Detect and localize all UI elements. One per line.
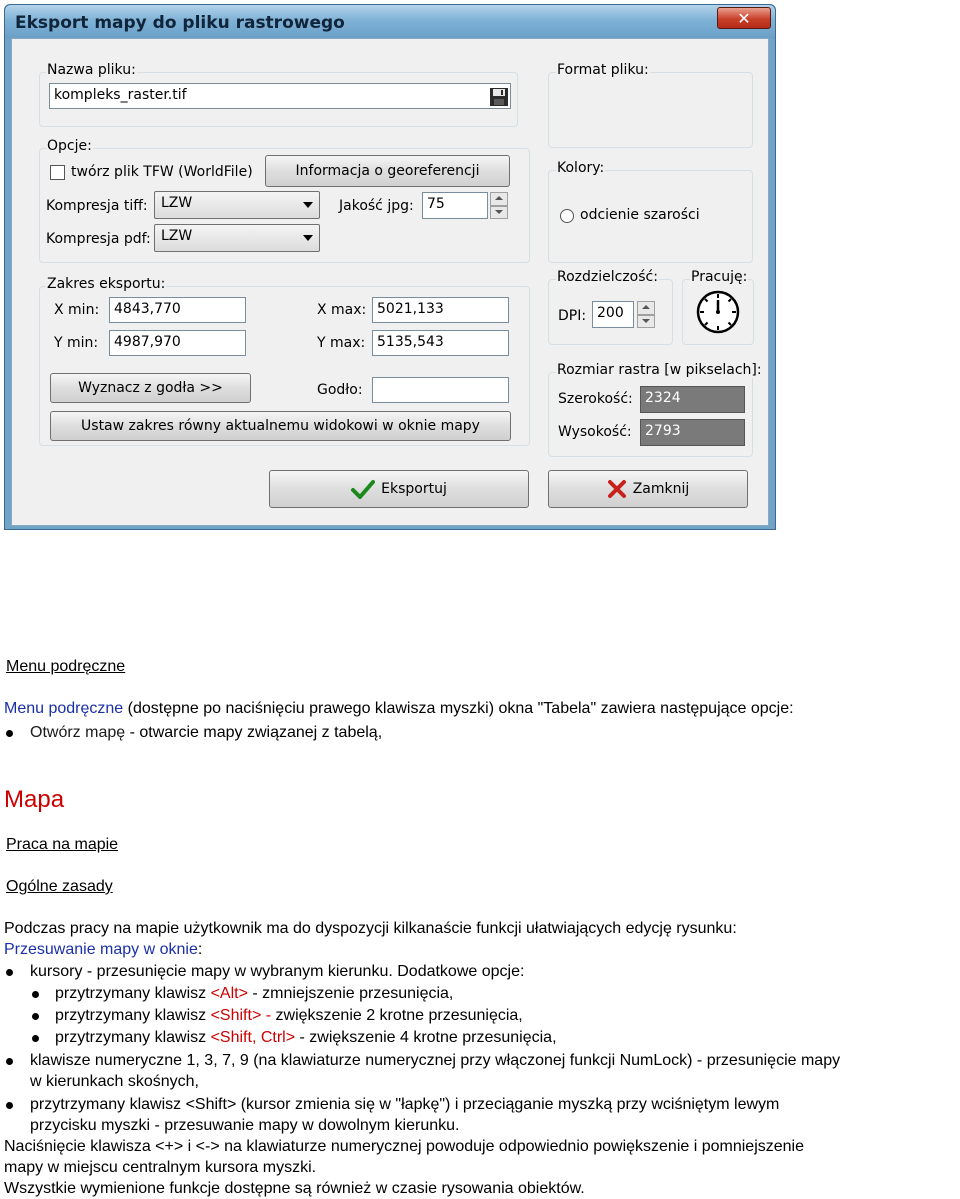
file-format-legend: Format pliku: (557, 62, 649, 78)
chevron-down-icon (303, 235, 313, 241)
list-item-drag-line1: przytrzymany klawisz <Shift> (kursor zmienia się w "łapkę") i przeciąganie myszką przy wciśniętym lewym (30, 1096, 780, 1113)
tiff-compression-value: LZW (161, 195, 193, 211)
dialog-title: Eksport mapy do pliku rastrowego (15, 13, 345, 33)
from-emblem-button[interactable]: Wyznacz z godła >> (50, 373, 251, 403)
raster-size-legend: Rozmiar rastra [w pikselach]: (557, 362, 762, 378)
resolution-legend: Rozdzielczość: (557, 269, 658, 285)
move-map-heading: Przesuwanie mapy w oknie (4, 941, 198, 958)
context-menu-text: (dostępne po naciśnięciu prawego klawisza myszki) okna "Tabela" zawiera następujące opcje: (123, 700, 794, 717)
clock-icon (695, 289, 741, 335)
options-legend: Opcje: (47, 138, 92, 154)
list-item-numeric-keys-line2: w kierunkach skośnych, (30, 1073, 199, 1090)
shift-ctrl-key: <Shift, Ctrl> (210, 1029, 296, 1046)
ymin-label: Y min: (54, 335, 99, 351)
working-legend: Pracuję: (691, 269, 748, 285)
xmin-label: X min: (54, 302, 100, 318)
dpi-label: DPI: (558, 308, 587, 324)
move-map-colon: : (197, 941, 203, 958)
close-button-label: Zamknij (632, 481, 690, 497)
tiff-compression-label: Kompresja tiff: (46, 198, 148, 214)
emblem-input[interactable] (372, 377, 509, 403)
sub-item-alt-pre: przytrzymany klawisz (55, 985, 211, 1002)
ymin-input[interactable]: 4987,970 (109, 330, 246, 356)
file-name-legend: Nazwa pliku: (47, 62, 136, 78)
bullet-icon (6, 730, 13, 737)
set-extent-to-view-button[interactable]: Ustaw zakres równy aktualnemu widokowi w oknie mapy (50, 411, 511, 441)
export-extent-legend: Zakres eksportu: (47, 276, 166, 292)
jpg-quality-spinner[interactable] (490, 192, 508, 219)
raster-width-value: 2324 (640, 386, 745, 413)
sub-item-shift (55, 1006, 523, 1026)
xmin-input[interactable]: 4843,770 (109, 297, 246, 323)
shift-key: <Shift> - (210, 1007, 272, 1024)
list-item-open-map (30, 723, 382, 743)
georeference-info-button[interactable]: Informacja o georeferencji (265, 155, 510, 187)
bullet-icon (32, 991, 39, 998)
zoom-paragraph-line1: Naciśnięcie klawisza <+> i <-> na klawiaturze numerycznej powoduje odpowiednio powiększenie i pomniejszenie (4, 1138, 804, 1155)
bullet-icon (6, 1102, 13, 1109)
floppy-disk-icon[interactable] (489, 87, 509, 107)
alt-key: <Alt> (210, 985, 248, 1002)
sub-item-alt (55, 984, 453, 1004)
tfw-checkbox-label: twórz plik TFW (WorldFile) (71, 164, 253, 180)
bullet-icon (6, 1058, 13, 1065)
sub-item-shift-post: zwiększenie 2 krotne przesunięcia, (271, 1007, 523, 1024)
window-close-button[interactable]: ✕ (717, 7, 771, 29)
dpi-spinner[interactable] (637, 301, 655, 328)
xmax-label: X max: (317, 302, 367, 318)
move-map-heading-line (4, 940, 202, 960)
raster-height-value: 2793 (640, 419, 745, 446)
export-button-label: Eksportuj (381, 481, 447, 497)
list-item-cursors: kursory - przesunięcie mapy w wybranym kierunku. Dodatkowe opcje: (30, 963, 525, 980)
bullet-icon (32, 1035, 39, 1042)
bullet-icon (6, 969, 13, 976)
dpi-input[interactable]: 200 (592, 301, 634, 328)
pdf-compression-select[interactable] (154, 224, 320, 252)
ymax-label: Y max: (317, 335, 366, 351)
close-button[interactable] (548, 470, 748, 508)
list-item-numeric-keys-line1: klawisze numeryczne 1, 3, 7, 9 (na klawiaturze numerycznej przy włączonej funkcji NumLock) - przesunięcie mapy (30, 1052, 841, 1069)
context-menu-paragraph (4, 699, 794, 719)
xmax-input[interactable]: 5021,133 (372, 297, 509, 323)
close-x-icon (607, 479, 627, 499)
heading-context-menu: Menu podręczne (6, 658, 126, 675)
tiff-compression-select[interactable] (154, 191, 320, 219)
heading-map: Mapa (4, 786, 65, 813)
sub-item-shift-ctrl-post: - zwiększenie 4 krotne przesunięcia, (295, 1029, 557, 1046)
export-button[interactable] (269, 470, 529, 508)
sub-item-shift-ctrl-pre: przytrzymany klawisz (55, 1029, 211, 1046)
chevron-down-icon (303, 202, 313, 208)
bullet-icon (32, 1013, 39, 1020)
raster-height-label: Wysokość: (558, 424, 632, 440)
jpg-quality-input[interactable]: 75 (422, 192, 488, 219)
dialog-client-area (11, 38, 769, 526)
sub-item-shift-pre: przytrzymany klawisz (55, 1007, 211, 1024)
export-dialog-window (4, 4, 776, 530)
zoom-paragraph-line2: mapy w miejscu centralnym kursora myszki. (4, 1159, 317, 1176)
jpg-quality-label: Jakość jpg: (339, 198, 414, 214)
file-name-input[interactable]: kompleks_raster.tif (49, 83, 511, 109)
intro-paragraph: Podczas pracy na mapie użytkownik ma do dyspozycji kilkanaście funkcji ułatwiających edycję rysunku: (4, 920, 737, 937)
context-menu-lead: Menu podręczne (4, 700, 124, 717)
ymax-input[interactable]: 5135,543 (372, 330, 509, 356)
heading-map-work: Praca na mapie (6, 836, 119, 853)
pdf-compression-value: LZW (161, 228, 193, 244)
file-format-group (548, 72, 753, 148)
tfw-checkbox[interactable] (50, 165, 65, 180)
spin-down-icon[interactable] (637, 315, 655, 329)
pdf-compression-label: Kompresja pdf: (46, 231, 151, 247)
list-item-drag-line2: przycisku myszki - przesuwanie mapy w dowolnym kierunku. (30, 1117, 460, 1134)
colors-legend: Kolory: (557, 160, 605, 176)
grayscale-radio[interactable] (560, 209, 574, 223)
sub-item-alt-post: - zmniejszenie przesunięcia, (247, 985, 454, 1002)
heading-general-rules: Ogólne zasady (6, 878, 113, 895)
spin-down-icon[interactable] (490, 206, 508, 220)
grayscale-radio-label: odcienie szarości (580, 207, 700, 223)
title-bar[interactable] (5, 5, 775, 39)
open-map-rest: - otwarcie mapy związanej z tabelą, (125, 724, 383, 741)
sub-item-shift-ctrl (55, 1028, 557, 1048)
spin-up-icon[interactable] (490, 192, 508, 206)
checkmark-icon (351, 479, 375, 499)
raster-width-label: Szerokość: (558, 391, 633, 407)
spin-up-icon[interactable] (637, 301, 655, 315)
emblem-label: Godło: (317, 382, 363, 398)
drawing-note-paragraph: Wszystkie wymienione funkcje dostępne są również w czasie rysowania obiektów. (4, 1180, 585, 1197)
open-map-bold: Otwórz mapę (30, 724, 126, 741)
